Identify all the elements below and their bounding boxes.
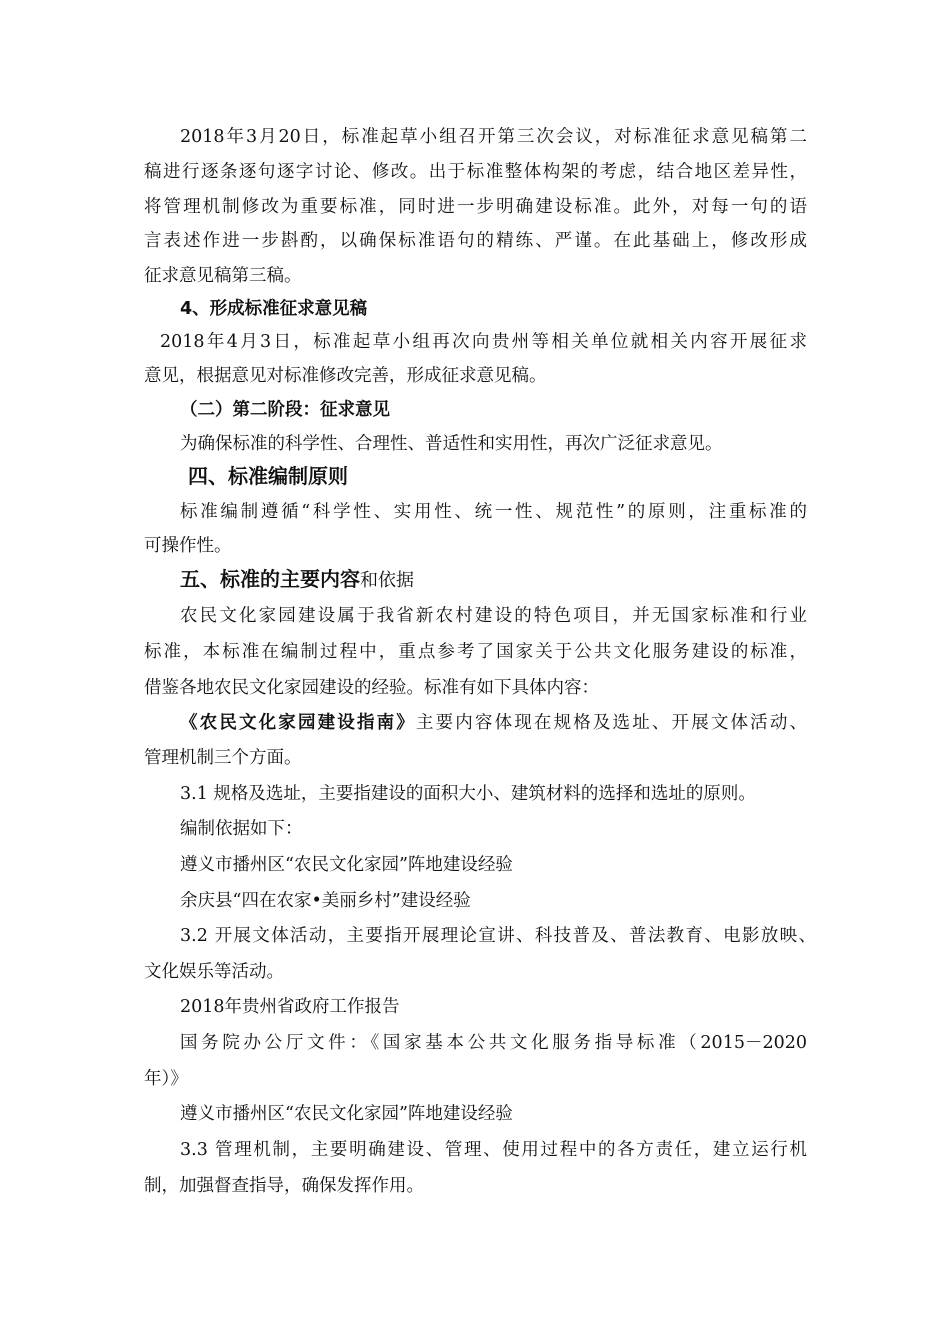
paragraph-line: 编制依据如下： [180,819,303,839]
paragraph-line: 征求意见稿第三稿。 [144,266,302,286]
paragraph-line: 可操作性。 [144,536,232,556]
paragraph-line: 2018年4月3日，标准起草小组再次向贵州等相关单位就相关内容开展征求 [160,332,807,352]
guide-description: 主要内容体现在规格及选址、开展文体活动、 [415,713,808,733]
subheading-step-4: 4、形成标准征求意见稿 [180,299,368,319]
reference-item: 遵义市播州区“农民文化家园”阵地建设经验 [180,855,513,875]
section-heading-5 [180,567,414,593]
paragraph-line: 将管理机制修改为重要标准，同时进一步明确建设标准。此外，对每一句的语 [144,197,807,217]
paragraph-line: 农民文化家园建设属于我省新农村建设的特色项目，并无国家标准和行业 [180,606,807,626]
paragraph-line: 制，加强督查指导，确保发挥作用。 [144,1176,424,1196]
paragraph-line: 3.2 开展文体活动，主要指开展理论宣讲、科技普及、普法教育、电影放映、 [180,926,816,946]
paragraph-line: 3.1 规格及选址，主要指建设的面积大小、建筑材料的选择和选址的原则。 [180,784,756,804]
subheading-stage-2: （二）第二阶段：征求意见 [180,400,390,420]
paragraph-line: 年）》 [144,1069,188,1089]
paragraph-line: 标准编制遵循“科学性、实用性、统一性、规范性”的原则，注重标准的 [180,502,807,522]
section-heading-4: 四、标准编制原则 [188,464,348,488]
paragraph-line: 借鉴各地农民文化家园建设的经验。标准有如下具体内容： [144,678,599,698]
paragraph-line: 意见，根据意见对标准修改完善，形成征求意见稿。 [144,366,547,386]
reference-item: 遵义市播州区“农民文化家园”阵地建设经验 [180,1104,513,1124]
paragraph-line: 管理机制三个方面。 [144,748,302,768]
paragraph-line: 言表述作进一步斟酌，以确保标准语句的精练、严谨。在此基础上，修改形成 [144,231,807,251]
paragraph-line: 文化娱乐等活动。 [144,962,284,982]
reference-item: 2018年贵州省政府工作报告 [180,997,400,1017]
reference-item: 国务院办公厅文件：《国家基本公共文化服务指导标准（2015－2020 [180,1033,807,1053]
paragraph-line: 3.3 管理机制，主要明确建设、管理、使用过程中的各方责任，建立运行机 [180,1140,807,1160]
paragraph-line: 稿进行逐条逐句逐字讨论、修改。出于标准整体构架的考虑，结合地区差异性， [144,162,807,182]
section-heading-5-tail: 和依据 [360,570,414,591]
guide-title: 《农民文化家园建设指南》 [180,713,416,733]
reference-item: 余庆县“四在农家•美丽乡村”建设经验 [180,891,471,911]
paragraph-line: 2018年3月20日，标准起草小组召开第三次会议，对标准征求意见稿第二 [180,127,807,147]
paragraph-line: 标准，本标准在编制过程中，重点参考了国家关于公共文化服务建设的标准， [144,642,807,662]
section-heading-5-bold: 五、标准的主要内容 [180,567,360,591]
paragraph-line: 为确保标准的科学性、合理性、普适性和实用性，再次广泛征求意见。 [180,434,723,454]
paragraph-line [180,711,807,735]
